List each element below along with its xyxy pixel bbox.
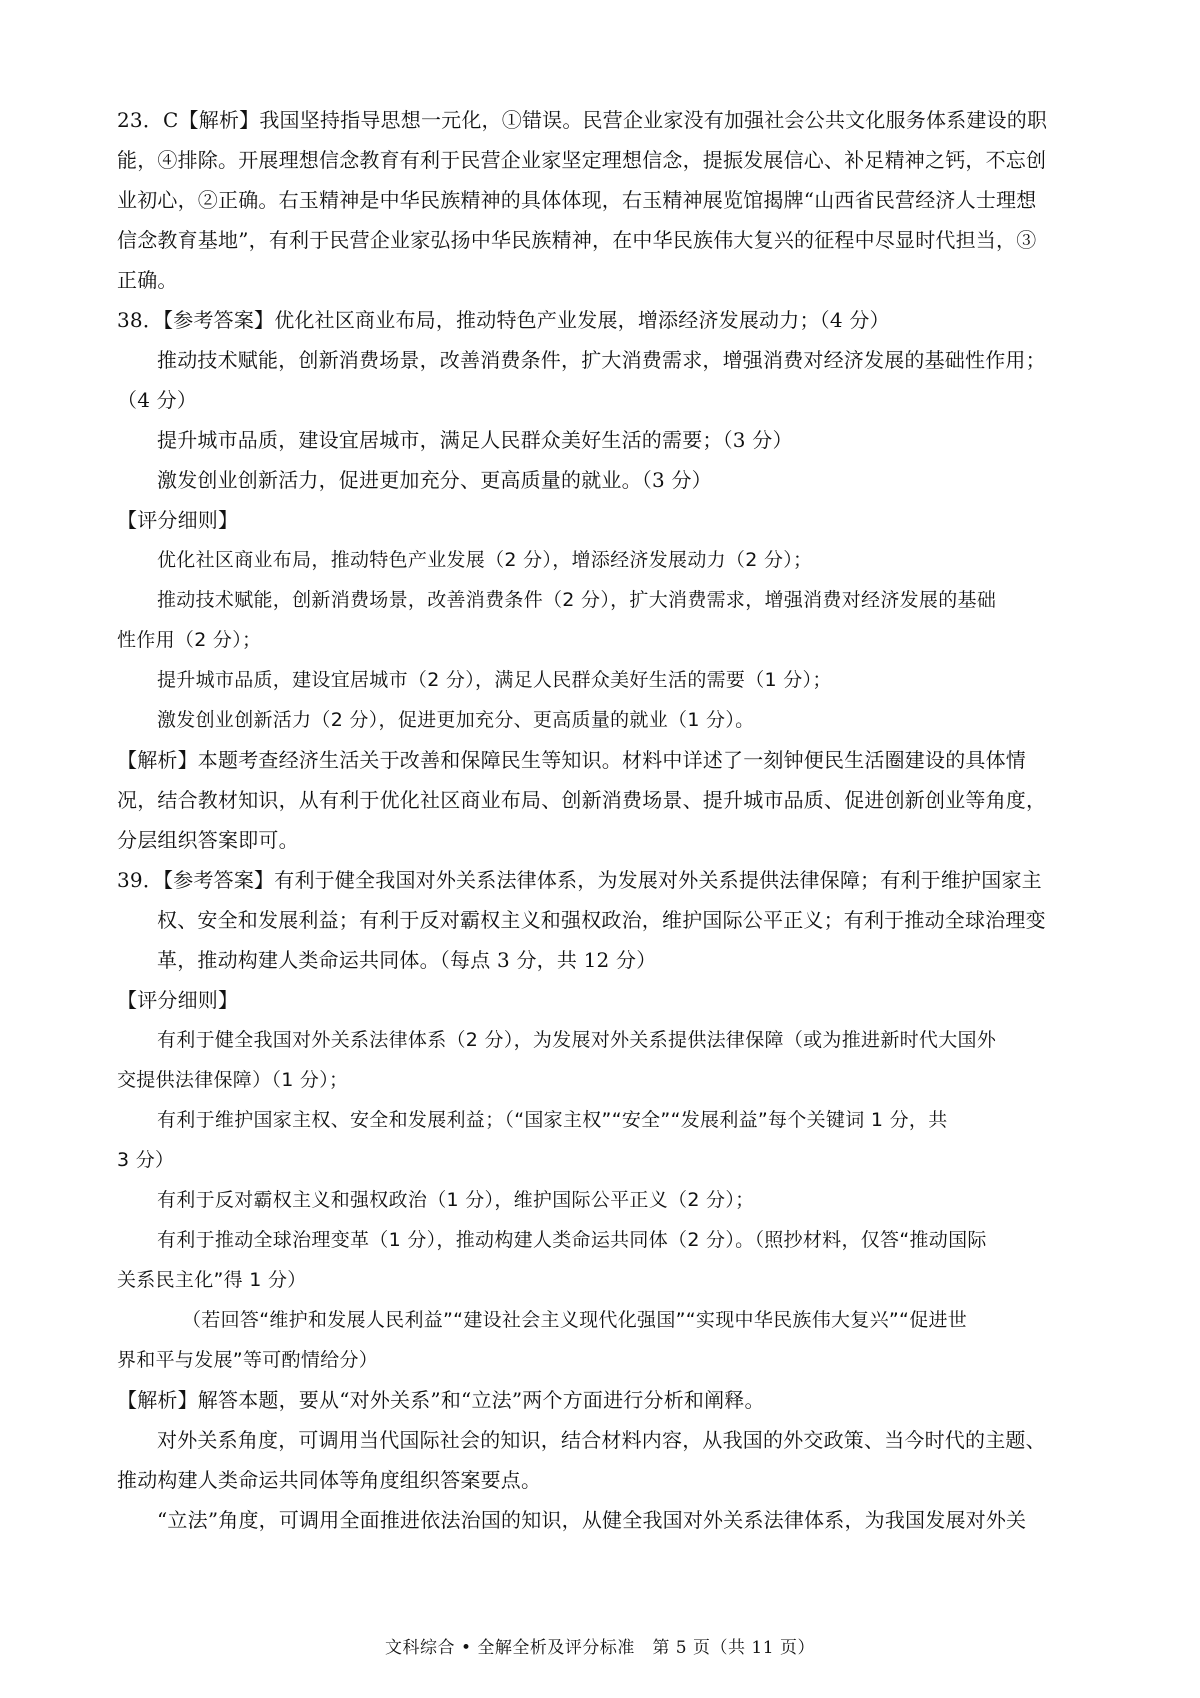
text-line: （若回答“维护和发展人民利益”“建设社会主义现代化强国”“实现中华民族伟大复兴”“促进世 — [182, 1309, 968, 1331]
text-line: “立法”角度，可调用全面推进依法治国的知识，从健全我国对外关系法律体系，为我国发展对外关 — [157, 1508, 1027, 1532]
page-footer: 文科综合 • 全解全析及评分标准 第 5 页（共 11 页） — [385, 1638, 815, 1658]
text-line: 【解析】解答本题，要从“对外关系”和“立法”两个方面进行分析和阐释。 — [117, 1388, 765, 1412]
text-line: 有利于健全我国对外关系法律体系（2 分），为发展对外关系提供法律保障（或为推进新时代大国外 — [157, 1029, 997, 1051]
answer-key-content — [117, 108, 1102, 1548]
text-line: 激发创业创新活力（2 分），促进更加充分、更高质量的就业（1 分）。 — [157, 709, 755, 731]
text-line: 能，④排除。开展理想信念教育有利于民营企业家坚定理想信念，提振发展信心、补足精神之钙，不忘创 — [117, 148, 1047, 172]
text-line: 分层组织答案即可。 — [117, 828, 299, 852]
text-line: 【评分细则】 — [117, 508, 239, 532]
text-line: 提升城市品质，建设宜居城市，满足人民群众美好生活的需要；（3 分） — [157, 428, 793, 452]
text-line: 交提供法律保障）（1 分）； — [117, 1069, 349, 1091]
text-line: 【解析】本题考查经济生活关于改善和保障民生等知识。材料中详述了一刻钟便民生活圈建设的具体情 — [117, 748, 1026, 772]
text-line: 推动构建人类命运共同体等角度组织答案要点。 — [117, 1468, 542, 1492]
text-line: 关系民主化”得 1 分） — [117, 1269, 307, 1291]
text-line: 有利于反对霸权主义和强权政治（1 分），维护国际公平正义（2 分）； — [157, 1189, 755, 1211]
text-line: 激发创业创新活力，促进更加充分、更高质量的就业。（3 分） — [157, 468, 712, 492]
text-line: 提升城市品质，建设宜居城市（2 分），满足人民群众美好生活的需要（1 分）； — [157, 669, 832, 691]
text-line: 革，推动构建人类命运共同体。（每点 3 分，共 12 分） — [157, 948, 657, 972]
text-line: 38．【参考答案】优化社区商业布局，推动特色产业发展，增添经济发展动力；（4 分） — [117, 308, 890, 332]
text-line: 界和平与发展”等可酌情给分） — [117, 1349, 379, 1371]
text-line: 性作用（2 分）； — [117, 629, 262, 651]
text-line: 推动技术赋能，创新消费场景，改善消费条件（2 分），扩大消费需求，增强消费对经济发展的基础 — [157, 589, 997, 611]
text-line: 信念教育基地”，有利于民营企业家弘扬中华民族精神，在中华民族伟大复兴的征程中尽显时代担当，③ — [117, 228, 1037, 252]
text-line: 业初心，②正确。右玉精神是中华民族精神的具体体现，右玉精神展览馆揭牌“山西省民营经济人士理想 — [117, 188, 1037, 212]
text-line: 推动技术赋能，创新消费场景，改善消费条件，扩大消费需求，增强消费对经济发展的基础性作用； — [157, 348, 1046, 372]
text-line: 【评分细则】 — [117, 988, 239, 1012]
text-line: 优化社区商业布局，推动特色产业发展（2 分），增添经济发展动力（2 分）； — [157, 549, 813, 571]
text-line: 3 分） — [117, 1149, 175, 1171]
text-line: 权、安全和发展利益；有利于反对霸权主义和强权政治，维护国际公平正义；有利于推动全球治理变 — [157, 908, 1046, 932]
text-line: 23．C【解析】我国坚持指导思想一元化，①错误。民营企业家没有加强社会公共文化服务体系建设的职 — [117, 108, 1048, 132]
text-line: （4 分） — [117, 388, 198, 412]
text-line: 况，结合教材知识，从有利于优化社区商业布局、创新消费场景、提升城市品质、促进创新创业等角度， — [117, 788, 1047, 812]
text-line: 39．【参考答案】有利于健全我国对外关系法律体系，为发展对外关系提供法律保障；有利于维护国家主 — [117, 868, 1042, 892]
text-line: 有利于维护国家主权、安全和发展利益；（“国家主权”“安全”“发展利益”每个关键词 1 分，共 — [157, 1109, 948, 1131]
text-line: 正确。 — [117, 268, 178, 292]
text-line: 有利于推动全球治理变革（1 分），推动构建人类命运共同体（2 分）。（照抄材料，仅答“推动国际 — [157, 1229, 987, 1251]
text-line: 对外关系角度，可调用当代国际社会的知识，结合材料内容，从我国的外交政策、当今时代的主题、 — [157, 1428, 1046, 1452]
